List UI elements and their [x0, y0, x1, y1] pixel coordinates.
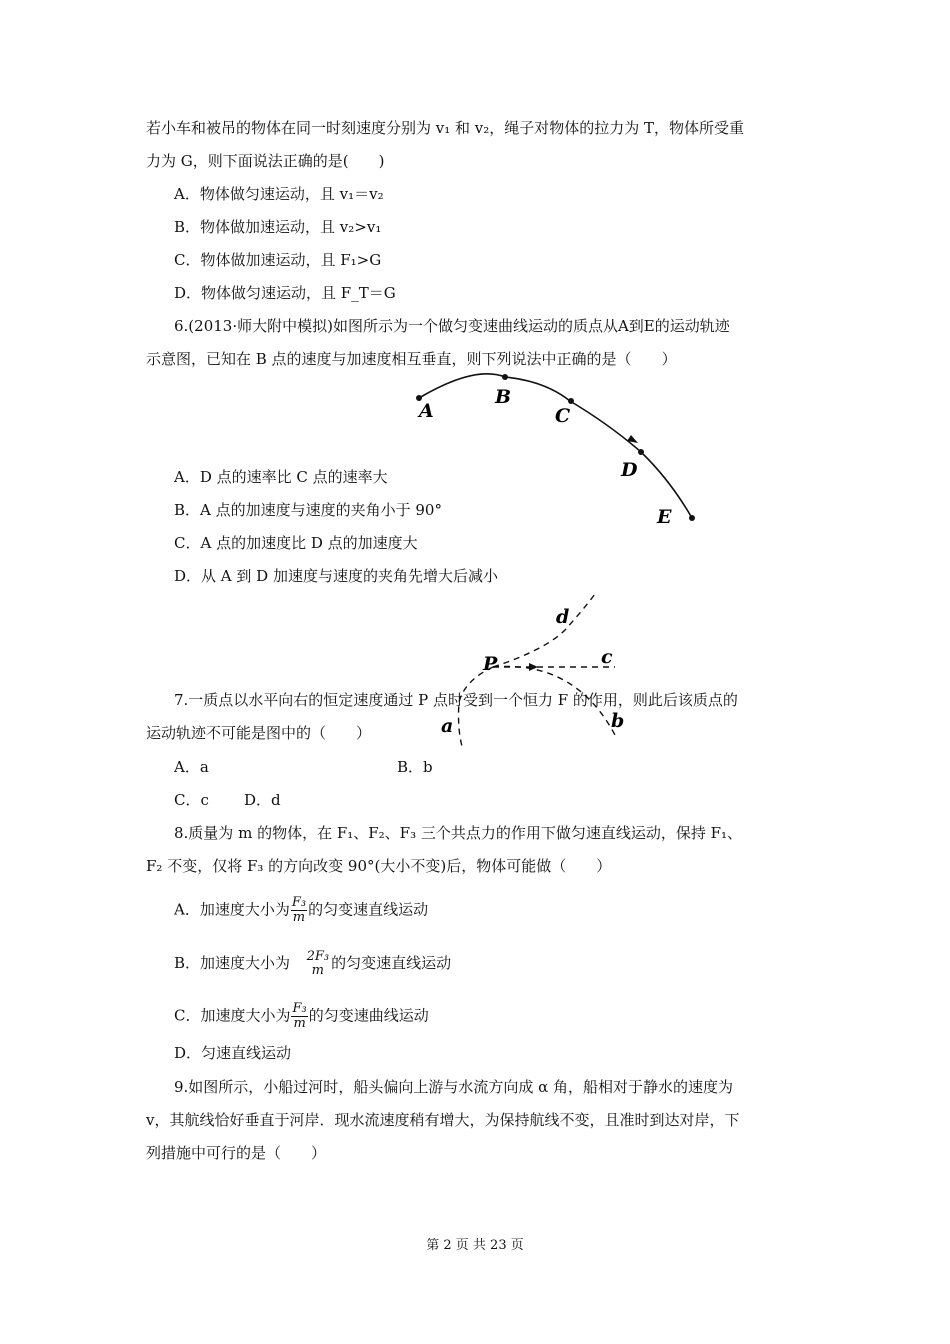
label-p: P [483, 653, 498, 675]
q5-stem-line1: 若小车和被吊的物体在同一时刻速度分别为 v₁ 和 v₂，绳子对物体的拉力为 T，物体所受重 [146, 119, 745, 137]
trajectory-curve [419, 374, 692, 518]
label-a-path: a [441, 715, 454, 737]
q6-option-a: A．D 点的速率比 C 点的速率大 [174, 468, 388, 486]
label-c: C [555, 405, 571, 427]
q6-stem-line1: 6.(2013·师大附中模拟)如图所示为一个做匀变速曲线运动的质点从A到E的运动轨迹 [174, 317, 730, 335]
q7-option-c: C．c [174, 791, 209, 809]
q8-option-b [174, 950, 451, 978]
q9-stem-line2: v，其航线恰好垂直于河岸．现水流速度稍有增大，为保持航线不变，且准时到达对岸，下 [146, 1111, 740, 1129]
label-e: E [657, 506, 672, 528]
q8-option-a-fraction [291, 896, 307, 925]
q6-option-b: B．A 点的加速度与速度的夹角小于 90° [174, 501, 442, 519]
q5-option-a: A．物体做匀速运动，且 v₁＝v₂ [174, 185, 384, 203]
q6-trajectory-figure [405, 365, 715, 535]
q7-trajectory-figure [435, 590, 635, 755]
label-d-path: d [556, 606, 570, 628]
q8-stem-line1: 8.质量为 m 的物体，在 F₁、F₂、F₃ 三个共点力的作用下做匀速直线运动，保持 F₁、 [174, 824, 743, 842]
point-c [568, 398, 574, 404]
velocity-arrow [529, 663, 538, 671]
q5-option-d: D．物体做匀速运动，且 F_T＝G [174, 284, 396, 302]
q8-option-a-prefix: A．加速度大小为 [174, 900, 290, 919]
q7-stem-line2: 运动轨迹不可能是图中的（ ） [146, 724, 372, 742]
fraction-numerator: F₃ [292, 1001, 307, 1016]
page-footer: 第 2 页 共 23 页 [426, 1238, 524, 1253]
path-d [493, 594, 595, 667]
fraction-numerator: F₃ [291, 895, 307, 910]
path-b [493, 666, 615, 735]
q8-option-c-suffix: 的匀变速曲线运动 [308, 1006, 429, 1025]
q5-option-c: C．物体做加速运动，且 F₁>G [174, 251, 382, 269]
q8-option-b-prefix: B．加速度大小为 [174, 954, 291, 972]
q9-stem-line3: 列措施中可行的是（ ） [146, 1144, 327, 1162]
label-b-path: b [611, 710, 625, 732]
q8-option-c-prefix: C．加速度大小为 [174, 1006, 291, 1025]
q7-option-b: B．b [397, 758, 433, 776]
q8-option-b-suffix: 的匀变速直线运动 [331, 954, 452, 972]
fraction-denominator: m [292, 910, 306, 925]
label-a: A [419, 400, 434, 422]
q8-option-a-suffix: 的匀变速直线运动 [308, 900, 429, 919]
q8-stem-line2: F₂ 不变，仅将 F₃ 的方向改变 90°(大小不变)后，物体可能做（ ） [146, 857, 612, 875]
point-b [502, 374, 508, 380]
q9-stem-line1: 9.如图所示，小船过河时，船头偏向上游与水流方向成 α 角，船相对于静水的速度为 [174, 1078, 733, 1096]
path-a [459, 667, 494, 750]
q7-option-a: A．a [174, 758, 209, 776]
q8-option-b-fraction [306, 950, 331, 978]
q8-option-c [174, 1002, 429, 1031]
q5-option-b: B．物体做加速运动，且 v₂>v₁ [174, 218, 382, 236]
point-d [638, 449, 644, 455]
label-c-path: c [601, 646, 613, 668]
fraction-numerator: 2F₃ [306, 949, 330, 964]
q6-stem-line2: 示意图，已知在 B 点的速度与加速度相互垂直，则下列说法中正确的是（ ） [146, 350, 677, 368]
q8-option-a [174, 896, 428, 925]
q8-option-d: D．匀速直线运动 [174, 1044, 292, 1062]
q6-option-c: C．A 点的加速度比 D 点的加速度大 [174, 534, 418, 552]
point-e [689, 515, 695, 521]
label-d: D [621, 459, 638, 481]
q7-option-d: D．d [244, 791, 281, 809]
q8-option-c-fraction [291, 1002, 307, 1031]
label-b: B [495, 386, 512, 408]
q7-stem-line1: 7.一质点以水平向右的恒定速度通过 P 点时受到一个恒力 F 的作用，则此后该质点的 [174, 691, 738, 709]
q6-option-d: D．从 A 到 D 加速度与速度的夹角先增大后减小 [174, 567, 498, 585]
fraction-denominator: m [293, 1016, 306, 1031]
q5-stem-line2: 力为 G，则下面说法正确的是( ) [146, 152, 385, 170]
fraction-denominator: m [311, 963, 324, 978]
